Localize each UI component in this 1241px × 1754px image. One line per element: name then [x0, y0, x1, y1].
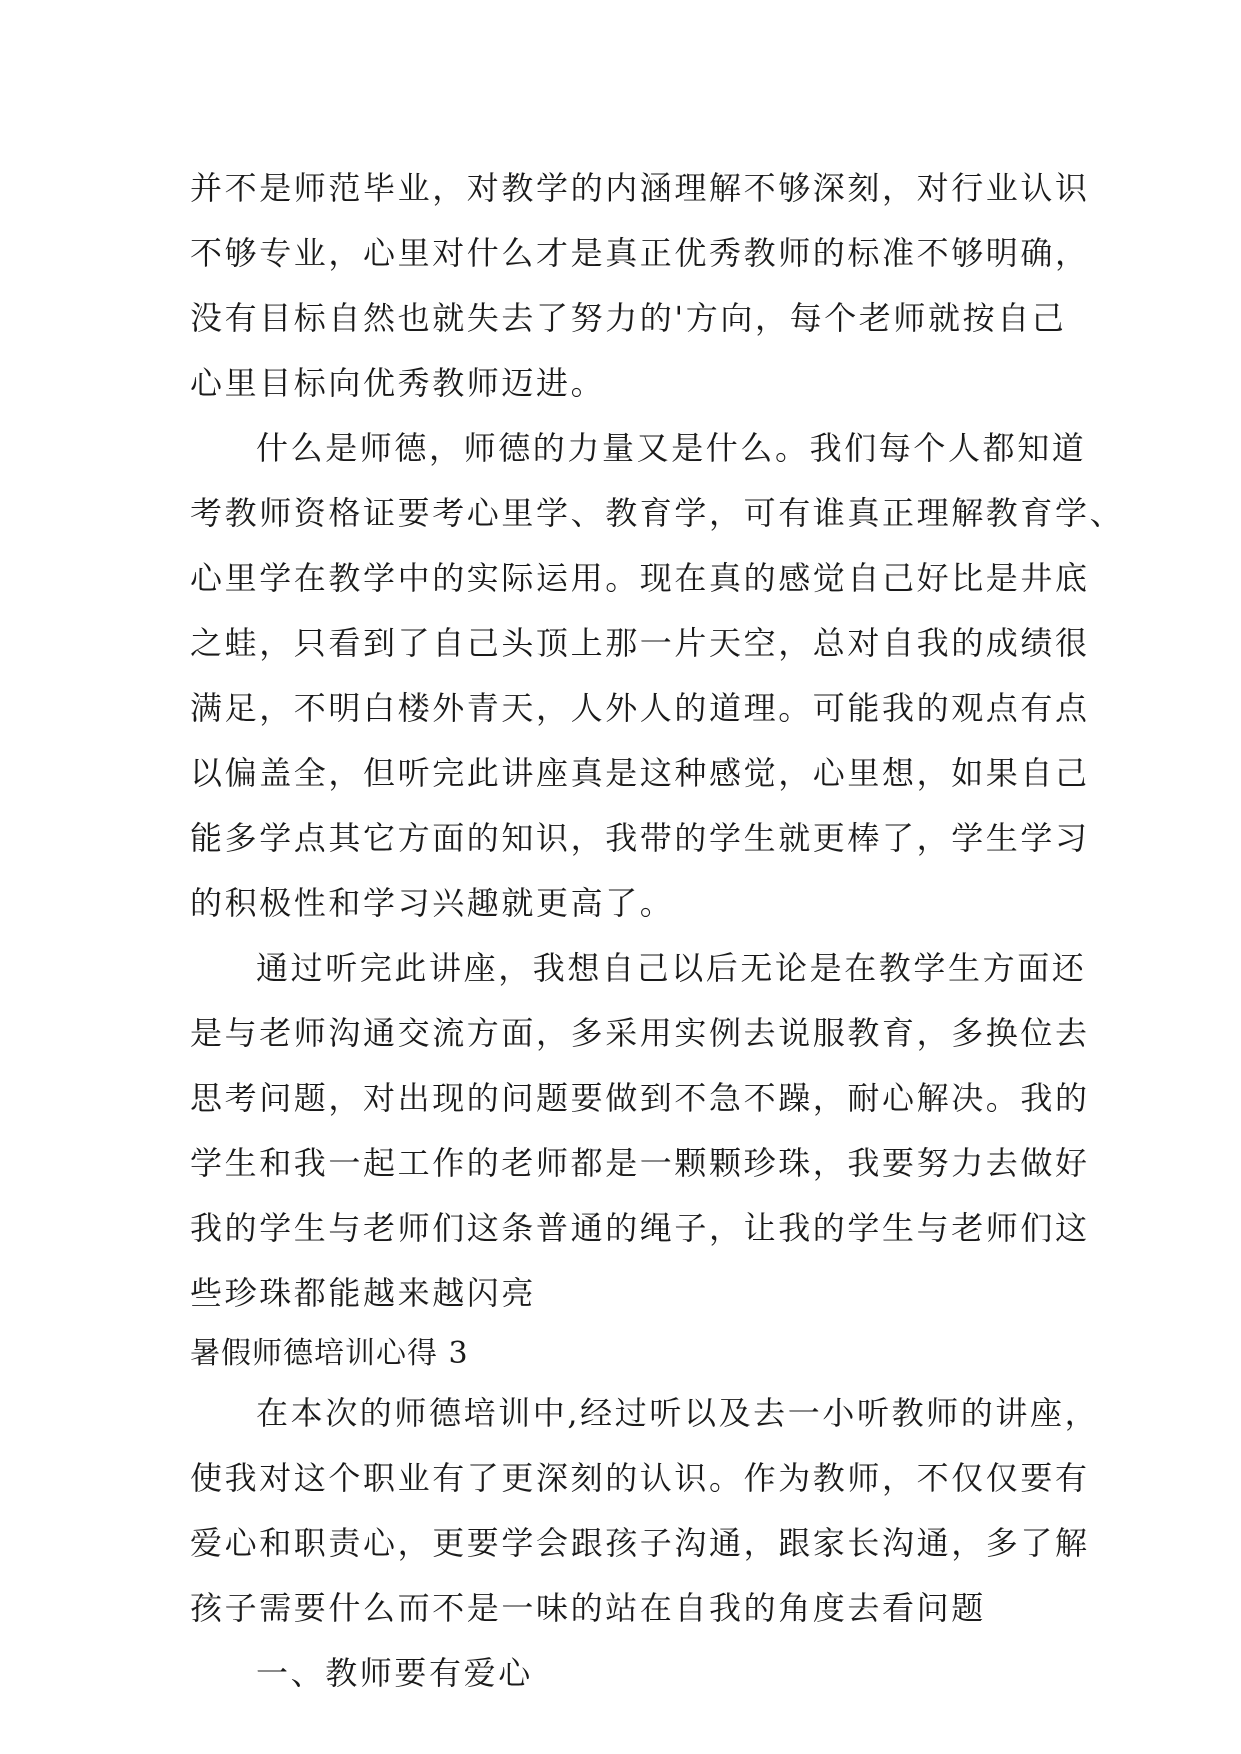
paragraph-line: 什么是师德，师德的力量又是什么。我们每个人都知道: [256, 429, 1087, 467]
paragraph-line: 没有目标自然也就失去了努力的'方向，每个老师就按自己: [190, 299, 1067, 337]
paragraph-line: 思考问题，对出现的问题要做到不急不躁，耐心解决。我的: [190, 1079, 1090, 1117]
paragraph-line: 满足，不明白楼外青天，人外人的道理。可能我的观点有点: [190, 689, 1090, 727]
paragraph-1: [190, 156, 1090, 416]
paragraph-line: 在本次的师德培训中,经过听以及去一小听教师的讲座，: [256, 1394, 1100, 1432]
paragraph-line: 不够专业，心里对什么才是真正优秀教师的标准不够明确，: [190, 234, 1090, 272]
paragraph-line: 以偏盖全，但听完此讲座真是这种感觉，心里想，如果自己: [190, 754, 1090, 792]
paragraph-line: 学生和我一起工作的老师都是一颗颗珍珠，我要努力去做好: [190, 1144, 1090, 1182]
paragraph-line: 是与老师沟通交流方面，多采用实例去说服教育，多换位去: [190, 1014, 1090, 1052]
paragraph-line: 爱心和职责心，更要学会跟孩子沟通，跟家长沟通，多了解: [190, 1524, 1090, 1562]
paragraph-line: 心里目标向优秀教师迈进。: [190, 364, 606, 402]
paragraph-line: 孩子需要什么而不是一味的站在自我的角度去看问题: [190, 1589, 986, 1627]
paragraph-line: 的积极性和学习兴趣就更高了。: [190, 884, 675, 922]
paragraph-line: 考教师资格证要考心里学、教育学，可有谁真正理解教育学、: [190, 494, 1125, 532]
paragraph-4: [190, 1381, 1100, 1641]
paragraph-line: 我的学生与老师们这条普通的绳子，让我的学生与老师们这: [190, 1209, 1090, 1247]
document-body: [190, 156, 1125, 1706]
paragraph-line: 心里学在教学中的实际运用。现在真的感觉自己好比是井底: [190, 559, 1090, 597]
subheading: 一、教师要有爱心: [256, 1654, 533, 1692]
paragraph-line: 些珍珠都能越来越闪亮: [190, 1274, 537, 1312]
paragraph-line: 能多学点其它方面的知识，我带的学生就更棒了，学生学习: [190, 819, 1090, 857]
section-title: 暑假师德培训心得 3: [190, 1336, 469, 1371]
paragraph-2: [190, 416, 1125, 936]
paragraph-line: 使我对这个职业有了更深刻的认识。作为教师，不仅仅要有: [190, 1459, 1090, 1497]
paragraph-3: [190, 936, 1090, 1326]
paragraph-line: 之蛙，只看到了自己头顶上那一片天空，总对自我的成绩很: [190, 624, 1090, 662]
paragraph-line: 通过听完此讲座，我想自己以后无论是在教学生方面还: [256, 949, 1087, 987]
paragraph-line: 并不是师范毕业，对教学的内涵理解不够深刻，对行业认识: [190, 169, 1090, 207]
